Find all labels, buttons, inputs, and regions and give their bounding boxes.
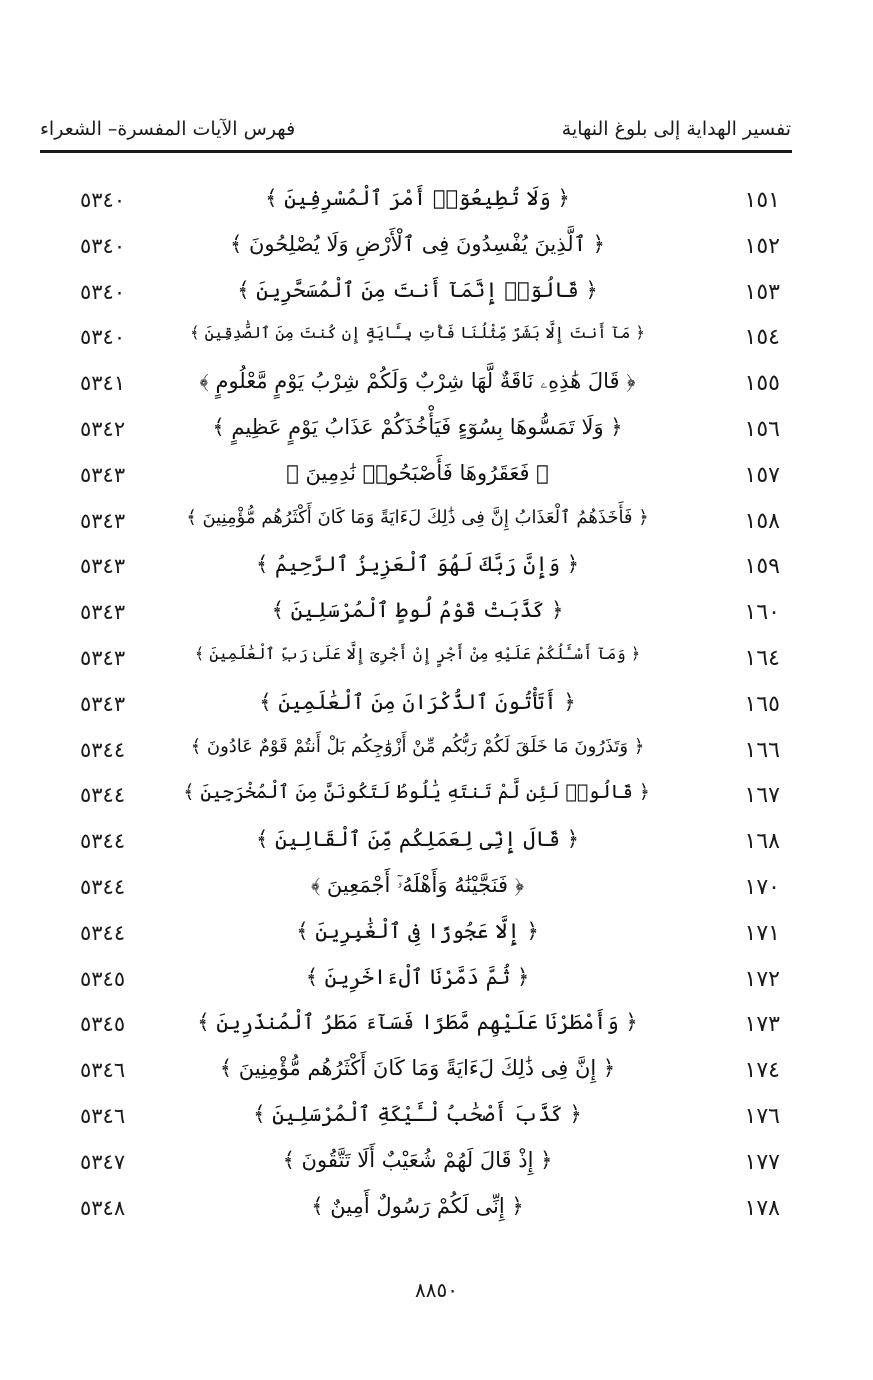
table-row: [60, 1144, 780, 1190]
verse-text: ﴿ وَأَمْطَرْنَا عَلَيْهِم مَّطَرًا فَسَآءَ مَطَرُ ٱلْمُنذَرِينَ ﴾: [197, 1010, 638, 1035]
verse-number: ١٧٣: [744, 1012, 780, 1038]
table-row: [60, 869, 780, 915]
verse-number: ١٥٩: [744, 554, 780, 580]
table-row: [60, 823, 780, 869]
verse-number: ١٦٥: [744, 691, 780, 717]
table-row: [60, 1098, 780, 1144]
verse-text: ﴿ قَالُوٓا۟ إِنَّمَآ أَنتَ مِنَ ٱلْمُسَحَّرِينَ ﴾: [237, 277, 598, 302]
page-reference: ٥٣٤٣: [80, 462, 126, 487]
verse-text: ﴿ كَذَّبَ أَصْحَٰبُ لْـَٔيْكَةِ ٱلْمُرْسَلِينَ ﴾: [253, 1101, 582, 1126]
table-row: [60, 1190, 780, 1236]
book-title: تفسير الهداية إلى بلوغ النهاية: [561, 118, 791, 140]
verse-text: ﴿ وَلَا تَمَسُّوهَا بِسُوٓءٍ فَيَأْخُذَكُمْ عَذَابُ يَوْمٍ عَظِيمٍ ﴾: [212, 414, 623, 439]
verse-text: ﴿ إِلَّا عَجُوزًا فِى ٱلْغَٰبِرِينَ ﴾: [296, 918, 539, 943]
verse-text: ﴿ قَالَ إِنِّى لِعَمَلِكُم مِّنَ ٱلْقَالِينَ ﴾: [255, 827, 580, 852]
page-reference: ٥٣٤٦: [80, 1103, 126, 1128]
page-reference: ٥٣٤٤: [80, 737, 126, 762]
verse-number: ١٥٤: [744, 325, 780, 351]
verse-number: ١٦٤: [744, 645, 780, 671]
verse-number: ١٥٨: [744, 508, 780, 534]
page-number: ٨٨٥٠: [415, 1278, 458, 1302]
page-reference: ٥٣٤٠: [80, 279, 126, 304]
verse-number: ١٦٠: [744, 600, 780, 626]
verse-text: ﴿ فَأَخَذَهُمُ ٱلْعَذَابُ إِنَّ فِى ذَٰلِكَ لَءَايَةً وَمَا كَانَ أَكْثَرُهُم مُّؤْمِنِينَ ﴾: [186, 506, 649, 528]
page-reference: ٥٣٤٣: [80, 554, 126, 579]
table-row: [60, 1006, 780, 1052]
page-reference: ٥٣٤٥: [80, 1012, 126, 1037]
table-row: [60, 961, 780, 1007]
verse-text: ﴿ أَتَأْتُونَ ٱلذُّكْرَانَ مِنَ ٱلْعَٰلَمِينَ ﴾: [259, 689, 576, 714]
page-reference: ٥٣٤٤: [80, 920, 126, 945]
table-row: [60, 182, 780, 228]
verse-index-list: [60, 182, 780, 1235]
page-reference: ٥٣٤٤: [80, 874, 126, 899]
table-row: [60, 594, 780, 640]
verse-number: ١٥٧: [744, 462, 780, 488]
table-row: [60, 686, 780, 732]
verse-number: ١٧٠: [744, 874, 780, 900]
table-row: [60, 274, 780, 320]
table-row: [60, 411, 780, 457]
verse-number: ١٥١: [744, 188, 780, 213]
page-reference: ٥٣٤٣: [80, 691, 126, 716]
table-row: [60, 640, 780, 686]
verse-number: ١٦٦: [744, 737, 780, 763]
verse-text: ﴿ قَالُوا۟ لَئِن لَّمْ تَنتَهِ يَٰلُوطُ لَتَكُونَنَّ مِنَ ٱلْمُخْرَجِينَ ﴾: [183, 781, 650, 804]
verse-text: ﴿ إِذْ قَالَ لَهُمْ شُعَيْبٌ أَلَا تَتَّقُونَ ﴾: [282, 1147, 553, 1172]
verse-number: ١٥٢: [744, 233, 780, 259]
verse-number: ١٦٧: [744, 783, 780, 809]
page-reference: ٥٣٤٥: [80, 966, 126, 991]
verse-text: ﴿ وَإِنَّ رَبَّكَ لَهُوَ ٱلْعَزِيزُ ٱلرَّحِيمُ ﴾: [255, 552, 580, 577]
page-reference: ٥٣٤٠: [80, 325, 126, 350]
verse-text: ﴿ ثُمَّ دَمَّرْنَا ٱلْءَاخَرِينَ ﴾: [305, 964, 530, 989]
page-reference: ٥٣٤٠: [80, 233, 126, 258]
verse-number: ١٧٢: [744, 966, 780, 992]
table-row: [60, 548, 780, 594]
verse-text: ﴿ قَالَ هَٰذِهِۦ نَاقَةٌ لَّهَا شِرْبٌ وَلَكُمْ شِرْبُ يَوْمٍ مَّعْلُومٍ ﴾: [199, 369, 636, 394]
page-reference: ٥٣٤٣: [80, 645, 126, 670]
verse-text: ﴿ إِنِّى لَكُمْ رَسُولٌ أَمِينٌ ﴾: [311, 1193, 524, 1218]
verse-number: ١٧٧: [744, 1149, 780, 1175]
verse-text: ﴿ مَآ أَنتَ إِلَّا بَشَرٌ مِّثْلُنَا فَأْتِ بِـَٔايَةٍ إِن كُنتَ مِنَ ٱلصَّٰدِقِينَ ﴾: [190, 323, 645, 343]
table-row: [60, 777, 780, 823]
table-row: [60, 915, 780, 961]
verse-text: ﴿ ٱلَّذِينَ يُفْسِدُونَ فِى ٱلْأَرْضِ وَلَا يُصْلِحُونَ ﴾: [230, 231, 605, 256]
verse-number: ١٦٨: [744, 829, 780, 855]
verse-number: ١٥٦: [744, 416, 780, 442]
page-reference: ٥٣٤١: [80, 371, 126, 396]
index-title: فهرس الآيات المفسرة– الشعراء: [40, 118, 296, 140]
table-row: [60, 1052, 780, 1098]
page-reference: ٥٣٤٣: [80, 600, 126, 625]
page-reference: ٥٣٤٧: [80, 1149, 126, 1174]
page-reference: ٥٣٤٢: [80, 416, 126, 441]
page-reference: ٥٣٤٨: [80, 1195, 126, 1220]
verse-text: ﴿ إِنَّ فِى ذَٰلِكَ لَءَايَةً وَمَا كَانَ أَكْثَرُهُم مُّؤْمِنِينَ ﴾: [219, 1056, 616, 1081]
verse-number: ١٥٥: [744, 371, 780, 397]
verse-text: ﴿ وَلَا تُطِيعُوٓا۟ أَمْرَ ٱلْمُسْرِفِينَ ﴾: [265, 186, 570, 210]
page-reference: ٥٣٤٤: [80, 783, 126, 808]
verse-number: ١٧٨: [744, 1195, 780, 1221]
verse-number: ١٧٦: [744, 1103, 780, 1129]
page-reference: ٥٣٤٦: [80, 1058, 126, 1083]
table-row: [60, 365, 780, 411]
page-reference: ٥٣٤٤: [80, 829, 126, 854]
verse-number: ١٥٣: [744, 279, 780, 305]
table-row: [60, 228, 780, 274]
page-header: [40, 112, 791, 148]
verse-number: ١٧٤: [744, 1058, 780, 1084]
verse-text: ﴿ وَمَآ أَسْـَٔلُكُمْ عَلَيْهِ مِنْ أَجْرٍ إِنْ أَجْرِىَ إِلَّا عَلَىٰ رَبِّ ٱلْعَٰلَمِينَ ﴾: [194, 643, 641, 663]
verse-text: ﴿ فَنَجَّيْنَٰهُ وَأَهْلَهُۥٓ أَجْمَعِينَ ﴾: [310, 872, 525, 897]
table-row: [60, 503, 780, 549]
page-reference: ٥٣٤٣: [80, 508, 126, 533]
table-row: [60, 319, 780, 365]
verse-text: ﴿ وَتَذَرُونَ مَا خَلَقَ لَكُمْ رَبُّكُم مِّنْ أَزْوَٰجِكُم بَلْ أَنتُمْ قَوْمٌ عَادُونَ ﴾: [190, 735, 645, 757]
verse-text: ﴿ كَذَّبَتْ قَوْمُ لُوطٍ ٱلْمُرْسَلِينَ ﴾: [271, 598, 564, 623]
verse-text: ﴿ فَعَقَرُوهَا فَأَصْبَحُوا۟ نَٰدِمِينَ ﴾: [286, 460, 549, 485]
table-row: [60, 457, 780, 503]
verse-number: ١٧١: [744, 920, 780, 946]
table-row: [60, 732, 780, 778]
header-divider: [40, 150, 792, 153]
page-reference: ٥٣٤٠: [80, 188, 126, 212]
